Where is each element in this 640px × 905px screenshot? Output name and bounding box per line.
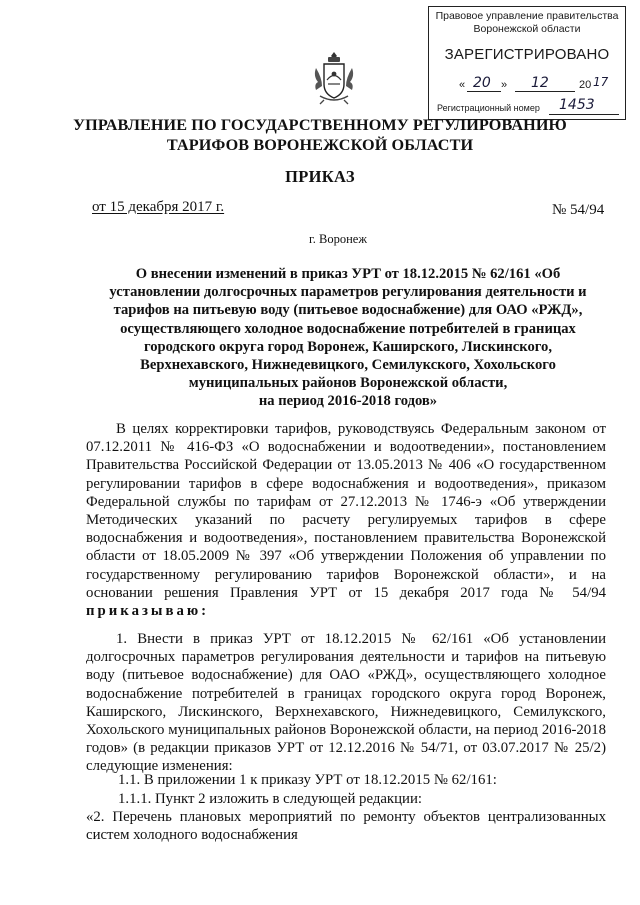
stamp-month: 12 — [531, 75, 549, 91]
document-date: от 15 декабря 2017 г. — [92, 199, 225, 215]
subject-line: тарифов на питьевую воду (питьевое водоснабжение) для ОАО «РЖД», — [113, 302, 583, 319]
preamble-text: В целях корректировки тарифов, руководствуясь Федеральным законом от 07.12.2011 № 416-ФЗ «О водоснабжении и водоотведении», постановлением Правительства Российской Федерации от 13.05.2013 № 406 «О государственном регулировании тарифов в сфере водоснабжения и водоотведения», приказом Федеральной службы по тарифам от 27.12.2013 № 1746-э «Об утверждении Методических указаний по расчету регулируемых тарифов в сфере водоснабжения и водоотведения», постановлением правительства Воронежской области от 18.05.2009 № 397 «Об утверждении Положения об управлении по государственному регулированию тарифов Воронежской области», и на основании решения Правления УРТ от 15 декабря 2017 года № 54/94 — [86, 421, 606, 601]
stamp-year-prefix: 20 — [579, 79, 592, 91]
registration-stamp — [428, 6, 626, 120]
stamp-registration-number — [437, 97, 595, 113]
stamp-org-line-1: Правовое управление правительства — [435, 10, 619, 22]
stamp-day: 20 — [473, 75, 491, 91]
authority-line-1: УПРАВЛЕНИЕ ПО ГОСУДАРСТВЕННОМУ РЕГУЛИРОВАНИЮ — [73, 116, 567, 134]
item-1-1-1: 1.1.1. Пункт 2 изложить в следующей редакции: — [118, 791, 422, 807]
preamble-paragraph — [86, 420, 606, 620]
subject-line: городского округа город Воронеж, Каширского, Лискинского, — [144, 338, 552, 355]
subject-line: О внесении изменений в приказ УРТ от 18.12.2015 № 62/161 «Об — [135, 266, 561, 282]
item-1-paragraph: 1. Внести в приказ УРТ от 18.12.2015 № 62/161 «Об установлении долгосрочных параметров регулирования деятельности и тарифов на питьевую воду (питьевое водоснабжение) для ОАО «РЖД», осуществляющего холодное водоснабжение потребителей в границах городского округа город Воронеж, Каширского, Лискинского, Верхнехавского, Нижнедевицкого, Семилукского, Хохольского муниципальных районов Воронежской области, на период 2016-2018 годов» (в редакции приказов УРТ от 12.12.2016 № 54/71, от 03.07.2017 № 25/2) следующие изменения: — [86, 631, 606, 775]
stamp-registered-label: ЗАРЕГИСТРИРОВАНО — [444, 46, 610, 63]
subject-line: Верхнехавского, Нижнедевицкого, Семилукского, Хохольского — [140, 357, 556, 374]
issuing-authority — [60, 115, 580, 155]
document-number: № 54/94 — [552, 202, 605, 218]
subject-line: муниципальных районов Воронежской области, — [188, 375, 508, 392]
subject-line: на период 2016-2018 годов» — [258, 393, 438, 410]
stamp-org-line-2: Воронежской области — [473, 23, 581, 35]
quoted-amendment: «2. Перечень плановых мероприятий по ремонту объектов централизованных систем холодного водоснабжения — [86, 809, 606, 844]
coat-of-arms-icon — [312, 50, 356, 106]
subject-line: установлении долгосрочных параметров регулирования деятельности и — [109, 284, 587, 301]
directive-word: приказываю: — [86, 603, 210, 620]
document-type: ПРИКАЗ — [285, 167, 355, 186]
stamp-organization — [429, 10, 625, 36]
item-1-1: 1.1. В приложении 1 к приказу УРТ от 18.12.2015 № 62/161: — [118, 772, 497, 788]
authority-line-2: ТАРИФОВ ВОРОНЕЖСКОЙ ОБЛАСТИ — [166, 136, 474, 154]
stamp-number-value: 1453 — [559, 97, 595, 113]
stamp-number-label: Регистрационный номер — [437, 103, 540, 113]
subject-line: осуществляющего холодное водоснабжение потребителей в границах — [120, 320, 576, 337]
stamp-date: « 20 » 12 20 17 — [459, 75, 609, 91]
document-city: г. Воронеж — [309, 232, 367, 246]
stamp-year: 17 — [593, 75, 609, 89]
document-subject — [92, 265, 604, 411]
